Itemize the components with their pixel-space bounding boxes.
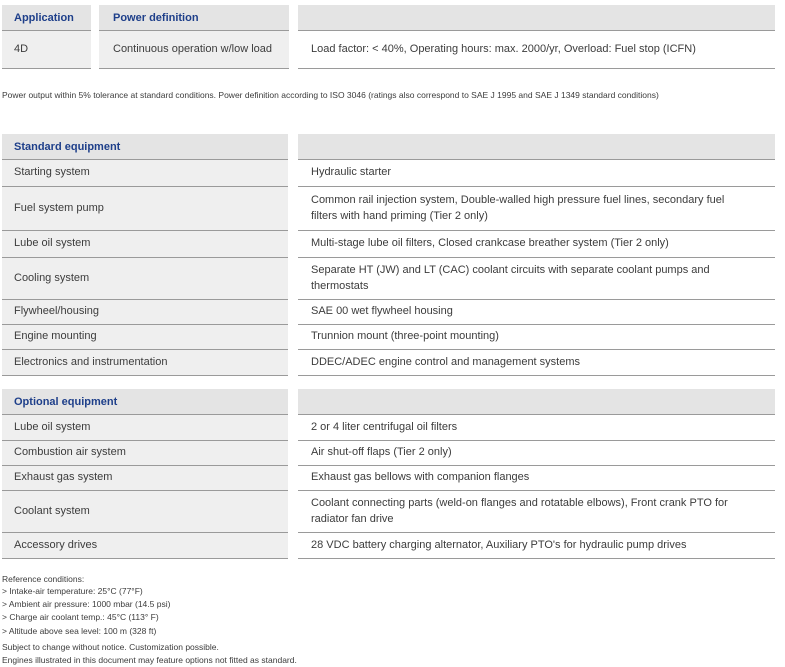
details-cell xyxy=(298,31,775,68)
reference-item: > Altitude above sea level: 100 m (328 ft) xyxy=(2,626,157,636)
reference-note: Subject to change without notice. Customization possible. xyxy=(2,642,219,652)
reference-title: Reference conditions: xyxy=(2,574,85,584)
row-label: Starting system xyxy=(14,166,90,179)
optional-equipment-header-right xyxy=(298,389,775,414)
table-row-value xyxy=(298,300,775,324)
row-label: Coolant system xyxy=(14,504,90,517)
reference-item: > Ambient air pressure: 1000 mbar (14.5 psi) xyxy=(2,599,171,609)
divider xyxy=(2,68,91,69)
table-row-value xyxy=(298,325,775,349)
table-row-label xyxy=(2,533,288,558)
standard-equipment-header-right xyxy=(298,134,775,159)
row-value: Separate HT (JW) and LT (CAC) coolant circuits with separate coolant pumps and thermostats xyxy=(311,264,710,292)
table-row-value xyxy=(298,466,775,490)
row-value: Multi-stage lube oil filters, Closed crankcase breather system (Tier 2 only) xyxy=(311,237,669,250)
row-value: 2 or 4 liter centrifugal oil filters xyxy=(311,420,458,433)
table-row-label xyxy=(2,350,288,375)
row-value: Common rail injection system, Double-walled high pressure fuel lines, secondary fuel filters with hand priming (Tier 2 only) xyxy=(311,194,725,222)
divider xyxy=(298,68,775,69)
standard-equipment-header: Standard equipment xyxy=(14,140,121,153)
row-value: Trunnion mount (three-point mounting) xyxy=(311,330,499,343)
power-definition-header: Power definition xyxy=(113,11,199,24)
row-label: Fuel system pump xyxy=(14,201,104,214)
table-row-value xyxy=(298,415,775,440)
power-definition-value: Continuous operation w/low load xyxy=(113,42,272,55)
reference-item: > Intake-air temperature: 25°C (77°F) xyxy=(2,586,143,596)
table-row-value xyxy=(298,441,775,465)
reference-item: > Charge air coolant temp.: 45°C (113° F) xyxy=(2,612,159,622)
table-row-label xyxy=(2,441,288,465)
row-value: Hydraulic starter xyxy=(311,166,392,179)
application-header: Application xyxy=(14,11,74,24)
table-row-value xyxy=(298,533,775,558)
divider xyxy=(298,375,775,376)
row-label: Flywheel/housing xyxy=(14,305,99,318)
table-row-label xyxy=(2,160,288,186)
table-row-label xyxy=(2,187,288,230)
reference-note: Engines illustrated in this document may feature options not fitted as standard. xyxy=(2,655,297,665)
application-cell xyxy=(2,31,91,68)
power-definition-cell xyxy=(99,31,289,68)
row-label: Accessory drives xyxy=(14,538,98,551)
standard-equipment-header-cell xyxy=(2,134,288,159)
application-header-cell xyxy=(2,5,91,30)
divider xyxy=(99,68,289,69)
optional-equipment-header: Optional equipment xyxy=(14,395,118,408)
table-row-value xyxy=(298,187,775,230)
power-note: Power output within 5% tolerance at standard conditions. Power definition according to ISO 3046 (ratings also correspond to SAE J 1995 and SAE J 1349 standard conditions) xyxy=(2,90,659,100)
table-row-label xyxy=(2,466,288,490)
table-row-label xyxy=(2,300,288,324)
table-row-value xyxy=(298,258,775,299)
power-definition-header-cell xyxy=(99,5,289,30)
row-label: Exhaust gas system xyxy=(14,471,113,484)
row-value: SAE 00 wet flywheel housing xyxy=(311,305,453,318)
row-label: Combustion air system xyxy=(14,446,126,459)
table-row-label xyxy=(2,258,288,299)
details-header-cell xyxy=(298,5,775,30)
row-label: Lube oil system xyxy=(14,237,91,250)
divider xyxy=(2,558,288,559)
table-row-value xyxy=(298,491,775,532)
row-value: DDEC/ADEC engine control and management systems xyxy=(311,355,581,368)
divider xyxy=(2,375,288,376)
row-value: Exhaust gas bellows with companion flanges xyxy=(311,471,530,484)
row-label: Electronics and instrumentation xyxy=(14,355,168,368)
table-row-label xyxy=(2,325,288,349)
divider xyxy=(298,558,775,559)
table-row-label xyxy=(2,231,288,257)
row-label: Engine mounting xyxy=(14,330,97,343)
table-row-label xyxy=(2,415,288,440)
table-row-label xyxy=(2,491,288,532)
table-row-value xyxy=(298,231,775,257)
row-value: Coolant connecting parts (weld-on flanges and rotatable elbows), Front crank PTO for radiator fan drive xyxy=(311,497,728,525)
row-value: 28 VDC battery charging alternator, Auxiliary PTO's for hydraulic pump drives xyxy=(311,538,687,551)
row-value: Air shut-off flaps (Tier 2 only) xyxy=(311,446,452,459)
details-value: Load factor: < 40%, Operating hours: max. 2000/yr, Overload: Fuel stop (ICFN) xyxy=(311,42,696,55)
optional-equipment-header-cell xyxy=(2,389,288,414)
application-value: 4D xyxy=(14,42,29,55)
table-row-value xyxy=(298,350,775,375)
row-label: Lube oil system xyxy=(14,420,91,433)
table-row-value xyxy=(298,160,775,186)
row-label: Cooling system xyxy=(14,271,90,284)
